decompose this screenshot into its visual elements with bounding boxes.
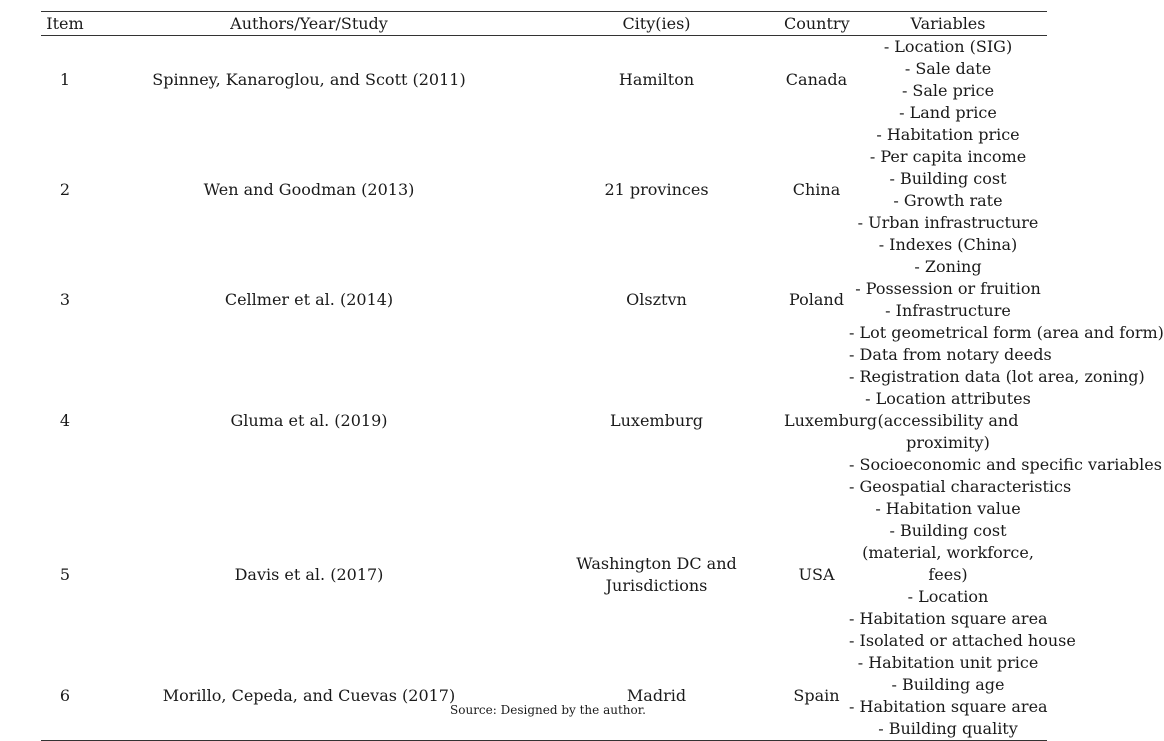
- header-cities: City(ies): [529, 12, 784, 36]
- cell-item: 6: [41, 652, 89, 741]
- cell-item: 2: [59, 180, 71, 199]
- variable-item: - Possession or fruition: [855, 279, 1041, 298]
- cell-authors: Gluma et al. (2019): [230, 411, 388, 430]
- variable-item: - Location attributes (accessibility and proximity): [865, 389, 1031, 452]
- cell-city: 21 provinces: [604, 180, 709, 199]
- table-row: [41, 36, 1047, 125]
- cell-authors: Cellmer et al. (2014): [224, 290, 394, 309]
- variable-item: - Indexes (China): [878, 235, 1018, 254]
- cell-city: Hamilton: [618, 70, 695, 89]
- table-header-row: [41, 12, 1047, 36]
- variable-item: - Socioeconomic and specific variables: [849, 455, 1162, 474]
- cell-country: Canada: [785, 70, 848, 89]
- cell-variables: [849, 652, 1047, 741]
- cell-authors: Morillo, Cepeda, and Cuevas (2017): [89, 652, 529, 741]
- cell-authors: Davis et al. (2017): [234, 565, 384, 584]
- cell-country: Poland: [789, 290, 844, 309]
- variable-item: - Data from notary deeds: [849, 345, 1052, 364]
- variable-item: - Location: [907, 587, 989, 606]
- cell-city: Madrid: [529, 652, 784, 741]
- literature-table-container: [41, 11, 1164, 741]
- cell-city: Luxemburg: [609, 411, 704, 430]
- variable-item: - Lot geometrical form (area and form): [849, 323, 1164, 342]
- cell-country: Luxemburg: [784, 411, 878, 430]
- cell-country: USA: [798, 565, 835, 584]
- table-row: [41, 652, 1047, 741]
- table-row: [41, 498, 1047, 652]
- variable-item: - Land price: [899, 103, 997, 122]
- variable-item: - Isolated or attached house: [849, 631, 1076, 650]
- variable-item: - Habitation value: [875, 499, 1021, 518]
- cell-authors: Spinney, Kanaroglou, and Scott (2011): [152, 70, 466, 89]
- header-country: Country: [784, 12, 849, 36]
- variable-item: - Building age: [891, 675, 1005, 694]
- header-variables: Variables: [849, 12, 1047, 36]
- variable-item: - Habitation square area: [849, 609, 1048, 628]
- cell-item: 3: [59, 290, 71, 309]
- variable-item: - Building cost: [889, 169, 1007, 188]
- variable-item: - Geospatial characteristics: [849, 477, 1072, 496]
- cell-authors: Wen and Goodman (2013): [203, 180, 415, 199]
- variable-item: - Per capita income: [869, 147, 1027, 166]
- variable-item: - Zoning: [914, 257, 982, 276]
- table-row: [41, 256, 1047, 344]
- variable-item: - Location (SIG): [883, 37, 1013, 56]
- cell-city: Olsztvn: [626, 290, 687, 309]
- table-row: [41, 344, 1047, 498]
- header-authors: Authors/Year/Study: [89, 12, 529, 36]
- source-note: Source: Designed by the author.: [450, 703, 646, 717]
- variable-item: - Sale price: [901, 81, 995, 100]
- cell-country: China: [792, 180, 841, 199]
- cell-city: Washington DC and Jurisdictions: [576, 554, 737, 595]
- cell-country: Spain: [784, 652, 849, 741]
- header-item: Item: [41, 12, 89, 36]
- variable-item: - Building cost (material, workforce, fees): [862, 521, 1034, 584]
- cell-item: 4: [59, 411, 71, 430]
- cell-item: 1: [59, 70, 71, 89]
- variable-item: - Registration data (lot area, zoning): [849, 367, 1145, 386]
- variable-item: - Habitation square area: [849, 697, 1048, 716]
- variable-item: - Habitation price: [876, 125, 1020, 144]
- cell-variables: [849, 344, 1162, 498]
- table-body: [41, 36, 1164, 741]
- table-row: [41, 124, 1047, 256]
- variable-item: - Urban infrastructure: [857, 213, 1039, 232]
- variable-item: - Habitation unit price: [857, 653, 1039, 672]
- literature-table: [41, 11, 1164, 741]
- variable-item: - Growth rate: [893, 191, 1003, 210]
- cell-variables: [849, 256, 1164, 344]
- variable-item: - Sale date: [904, 59, 992, 78]
- cell-variables: [849, 36, 1047, 125]
- variable-item: - Building quality: [878, 719, 1018, 738]
- cell-variables: [849, 498, 1076, 652]
- variable-item: - Infrastructure: [885, 301, 1011, 320]
- cell-variables: [849, 124, 1047, 256]
- cell-item: 5: [59, 565, 71, 584]
